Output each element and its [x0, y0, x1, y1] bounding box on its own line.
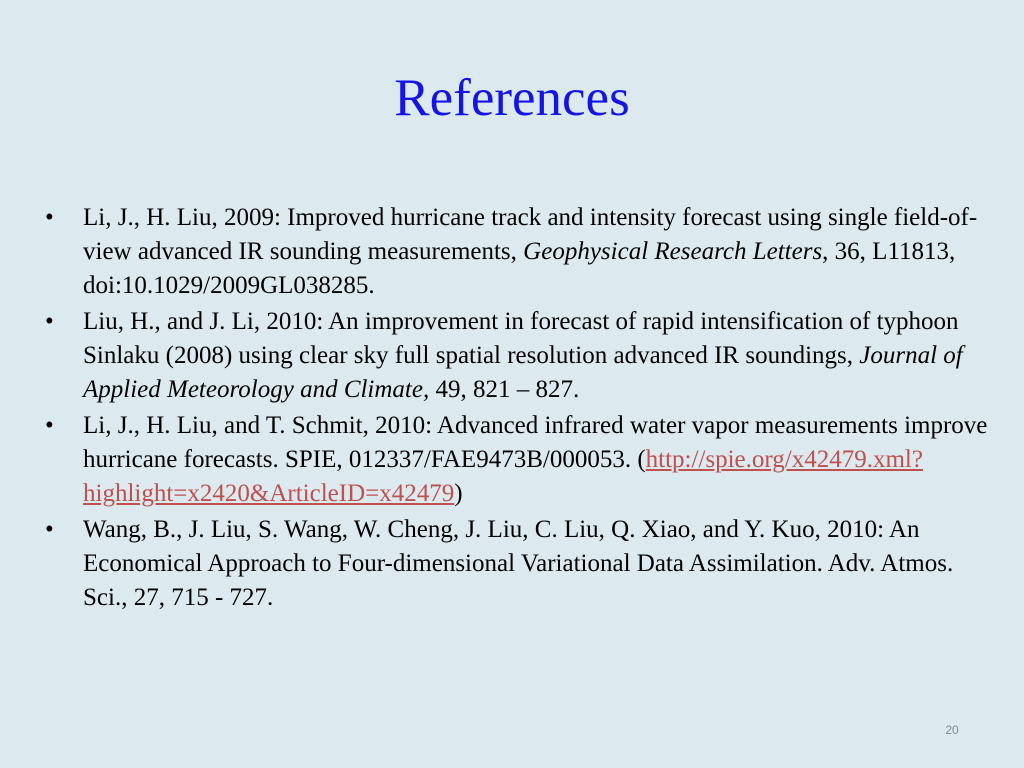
journal-name: Journal of Applied Meteorology and Climate,: [83, 342, 963, 403]
bullet: •: [45, 412, 54, 439]
journal-name: Geophysical Research Letters: [523, 238, 823, 265]
reference-details: 49, 821 – 827.: [429, 376, 580, 403]
bullet: •: [45, 204, 54, 231]
reference-text: Liu, H., and J. Li, 2010: An improvement in forecast of rapid intensification of typhoon Sinlaku (2008) using clear sky full spatial resolution advanced IR soundings,: [83, 308, 959, 369]
reference-list: [45, 201, 995, 617]
reference-item: [45, 513, 995, 615]
slide-title: References: [394, 69, 630, 127]
reference-item: [45, 201, 995, 303]
reference-text: Li, J., H. Liu, 2009: Improved hurricane track and intensity forecast using single field-of-view advanced IR sounding measurements,: [83, 204, 978, 265]
reference-link[interactable]: http://spie.org/x42479.xml?highlight=x2420&ArticleID=x42479: [83, 446, 923, 507]
reference-item: [45, 409, 995, 511]
reference-text: Wang, B., J. Liu, S. Wang, W. Cheng, J. Liu, C. Liu, Q. Xiao, and Y. Kuo, 2010: An Economical Approach to Four-dimensional Variational Data Assimilation. Adv. Atmos. Sci., 27, 715 - 727.: [83, 516, 954, 611]
reference-details: , 36, L11813, doi:10.1029/2009GL038285.: [83, 238, 956, 299]
reference-item: [45, 305, 995, 407]
reference-details: ): [454, 480, 463, 507]
page-number: 20: [945, 723, 959, 737]
reference-text: Li, J., H. Liu, and T. Schmit, 2010: Advanced infrared water vapor measurements improve hurricane forecasts. SPIE, 012337/FAE9473B/000053. (: [83, 412, 988, 473]
bullet: •: [45, 308, 54, 335]
bullet: •: [45, 516, 54, 543]
